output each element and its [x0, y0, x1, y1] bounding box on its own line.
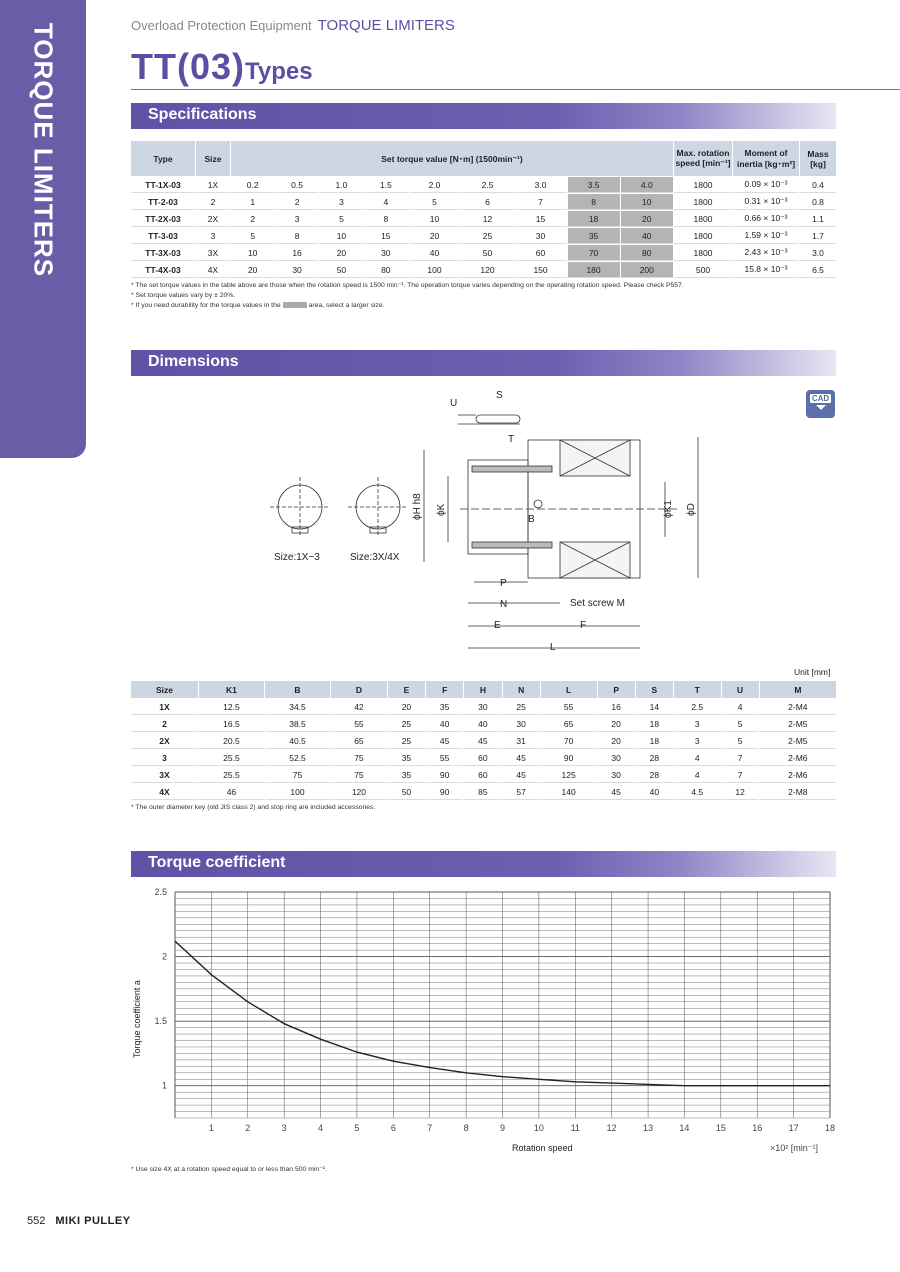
spec-cell-size: 2 — [196, 194, 230, 210]
breadcrumb-category: Overload Protection Equipment — [131, 18, 312, 33]
dim-cell: 2-M8 — [760, 784, 836, 800]
dim-cell: 3X — [131, 767, 198, 783]
spec-cell-torque: 18 — [568, 211, 620, 227]
spec-cell-torque: 1.5 — [364, 177, 407, 193]
spec-cell-size: 3X — [196, 245, 230, 261]
dim-label-phi-k: ϕK — [436, 503, 447, 516]
spec-cell-max-rotation: 1800 — [674, 245, 732, 261]
spec-cell-torque: 20 — [409, 228, 461, 244]
dim-cell: 12.5 — [199, 699, 264, 715]
section-dimensions-label: Dimensions — [148, 353, 239, 370]
spec-row — [131, 262, 836, 278]
dim-cell: 65 — [331, 733, 387, 749]
dim-header: D — [331, 681, 387, 698]
spec-cell-type: TT-2X-03 — [131, 211, 195, 227]
dim-header: H — [464, 681, 501, 698]
dim-header: T — [674, 681, 721, 698]
spec-note-3 — [131, 301, 684, 311]
spec-cell-torque: 0.2 — [231, 177, 274, 193]
x-tick-label: 17 — [788, 1123, 799, 1133]
spec-cell-mass: 3.0 — [800, 245, 836, 261]
dim-row — [131, 767, 836, 783]
x-axis-label: Rotation speed — [512, 1143, 573, 1153]
gray-area-swatch — [283, 302, 307, 308]
spec-cell-torque: 16 — [275, 245, 318, 261]
spec-header-max-rotation: Max. rotation speed [min⁻¹] — [674, 141, 732, 176]
spec-cell-moment: 15.8 × 10⁻³ — [733, 262, 799, 278]
x-tick-label: 12 — [606, 1123, 617, 1133]
dim-cell: 25 — [503, 699, 540, 715]
spec-cell-torque: 80 — [364, 262, 407, 278]
cad-label: CAD — [811, 394, 830, 403]
dim-cell: 75 — [331, 750, 387, 766]
spec-cell-moment: 2.43 × 10⁻³ — [733, 245, 799, 261]
spec-cell-torque: 50 — [320, 262, 363, 278]
spec-row — [131, 211, 836, 227]
dim-cell: 3 — [674, 733, 721, 749]
dim-row — [131, 716, 836, 732]
dim-label-t: T — [508, 434, 515, 445]
y-tick-label: 1.5 — [154, 1016, 167, 1027]
dim-cell: 7 — [722, 767, 759, 783]
dim-header: Size — [131, 681, 198, 698]
spec-cell-torque: 20 — [621, 211, 673, 227]
dim-header: N — [503, 681, 540, 698]
size-label-a: Size:1X~3 — [274, 552, 320, 563]
section-specifications-label: Specifications — [148, 106, 257, 123]
spec-cell-mass: 1.7 — [800, 228, 836, 244]
key-part — [476, 415, 520, 423]
spec-cell-size: 1X — [196, 177, 230, 193]
dim-cell: 4X — [131, 784, 198, 800]
spec-cell-torque: 2 — [275, 194, 318, 210]
dim-cell: 46 — [199, 784, 264, 800]
dim-cell: 2.5 — [674, 699, 721, 715]
dim-cell: 35 — [388, 750, 425, 766]
x-tick-label: 1 — [208, 1123, 214, 1133]
dim-header: M — [760, 681, 836, 698]
spec-cell-max-rotation: 1800 — [674, 194, 732, 210]
dim-cell: 30 — [598, 767, 635, 783]
dim-cell: 90 — [426, 767, 463, 783]
spec-cell-torque: 30 — [275, 262, 318, 278]
spec-cell-torque: 100 — [409, 262, 461, 278]
dim-cell: 30 — [503, 716, 540, 732]
spec-notes — [131, 281, 684, 311]
spec-cell-type: TT-3X-03 — [131, 245, 195, 261]
spec-cell-torque: 0.5 — [275, 177, 318, 193]
dim-cell: 45 — [598, 784, 635, 800]
specifications-table — [130, 140, 837, 279]
dim-cell: 4.5 — [674, 784, 721, 800]
dim-cell: 35 — [426, 699, 463, 715]
x-tick-label: 16 — [752, 1123, 763, 1133]
spec-cell-torque: 180 — [568, 262, 620, 278]
dim-row — [131, 733, 836, 749]
spec-cell-mass: 1.1 — [800, 211, 836, 227]
spec-header-size: Size — [196, 141, 230, 176]
spec-cell-torque: 5 — [320, 211, 363, 227]
page-title-sub: Types — [245, 58, 313, 85]
dim-cell: 30 — [464, 699, 501, 715]
dim-cell: 55 — [331, 716, 387, 732]
spec-cell-max-rotation: 500 — [674, 262, 732, 278]
spec-cell-size: 2X — [196, 211, 230, 227]
dim-cell: 2X — [131, 733, 198, 749]
dim-cell: 60 — [464, 750, 501, 766]
page-title-main: TT(03) — [131, 46, 245, 87]
x-axis-unit: ×10² [min⁻¹] — [770, 1143, 819, 1153]
spec-cell-torque: 120 — [462, 262, 514, 278]
spec-cell-torque: 20 — [320, 245, 363, 261]
spec-cell-type: TT-3-03 — [131, 228, 195, 244]
dim-label-s: S — [496, 390, 503, 401]
spec-cell-max-rotation: 1800 — [674, 211, 732, 227]
dim-cell: 20 — [388, 699, 425, 715]
x-tick-label: 14 — [679, 1123, 690, 1133]
dim-label-phi-k1: ϕK1 — [663, 500, 674, 518]
x-tick-label: 13 — [643, 1123, 654, 1133]
spec-cell-torque: 12 — [462, 211, 514, 227]
dim-cell: 85 — [464, 784, 501, 800]
dim-cell: 75 — [265, 767, 330, 783]
title-rule — [131, 89, 900, 90]
spec-cell-torque: 10 — [621, 194, 673, 210]
dim-label-l: L — [550, 642, 556, 653]
spec-cell-torque: 1 — [231, 194, 274, 210]
dim-cell: 140 — [541, 784, 597, 800]
dim-cell: 50 — [388, 784, 425, 800]
dim-cell: 35 — [388, 767, 425, 783]
dim-cell: 45 — [503, 767, 540, 783]
dim-cell: 2 — [131, 716, 198, 732]
x-tick-label: 9 — [499, 1123, 506, 1133]
dim-header: P — [598, 681, 635, 698]
spec-cell-max-rotation: 1800 — [674, 177, 732, 193]
dim-header: B — [265, 681, 330, 698]
page-number: 552 — [27, 1215, 46, 1227]
spec-cell-torque: 80 — [621, 245, 673, 261]
spec-cell-torque: 4.0 — [621, 177, 673, 193]
spec-header-moment: Moment of inertia [kg･m²] — [733, 141, 799, 176]
spec-cell-mass: 0.8 — [800, 194, 836, 210]
dim-cell: 16.5 — [199, 716, 264, 732]
dim-cell: 2-M6 — [760, 767, 836, 783]
spec-note-2: * Set torque values vary by ± 20%. — [131, 292, 236, 299]
y-tick-label: 2.5 — [154, 887, 167, 897]
dim-cell: 20 — [598, 716, 635, 732]
section-torque-coefficient — [131, 851, 836, 877]
page-title — [131, 46, 313, 88]
spec-cell-torque: 2.5 — [462, 177, 514, 193]
x-tick-label: 3 — [281, 1123, 287, 1133]
spec-cell-torque: 5 — [231, 228, 274, 244]
spec-cell-torque: 25 — [462, 228, 514, 244]
dim-cell: 25 — [388, 733, 425, 749]
dim-cell: 38.5 — [265, 716, 330, 732]
dim-cell: 18 — [636, 716, 673, 732]
dim-cell: 57 — [503, 784, 540, 800]
chart-grid — [175, 892, 830, 1118]
dim-cell: 5 — [722, 716, 759, 732]
dim-row — [131, 750, 836, 766]
spec-cell-mass: 0.4 — [800, 177, 836, 193]
footer — [27, 1215, 131, 1227]
dim-cell: 16 — [598, 699, 635, 715]
dim-label-u: U — [450, 398, 458, 409]
hub — [468, 460, 528, 554]
dim-cell: 55 — [426, 750, 463, 766]
side-tab — [0, 0, 86, 458]
dim-cell: 20.5 — [199, 733, 264, 749]
x-tick-label: 6 — [390, 1123, 396, 1133]
dim-cell: 120 — [331, 784, 387, 800]
spec-cell-torque: 35 — [568, 228, 620, 244]
dim-cell: 65 — [541, 716, 597, 732]
dim-cell: 5 — [722, 733, 759, 749]
dimensions-table — [130, 680, 837, 801]
spec-cell-torque: 8 — [364, 211, 407, 227]
dim-header: F — [426, 681, 463, 698]
dim-cell: 28 — [636, 767, 673, 783]
section-dimensions — [131, 350, 836, 376]
side-tab-label: TORQUE LIMITERS — [28, 22, 59, 278]
dim-cell: 7 — [722, 750, 759, 766]
dim-cell: 2-M5 — [760, 733, 836, 749]
breadcrumb — [131, 17, 455, 34]
spec-cell-torque: 10 — [409, 211, 461, 227]
x-tick-label: 15 — [715, 1123, 726, 1133]
dim-cell: 4 — [722, 699, 759, 715]
dim-label-f: F — [580, 620, 587, 631]
dim-header: E — [388, 681, 425, 698]
dim-cell: 70 — [541, 733, 597, 749]
spec-cell-torque: 4 — [364, 194, 407, 210]
x-tick-label: 4 — [318, 1123, 324, 1133]
dim-cell: 40 — [636, 784, 673, 800]
dim-cell: 20 — [598, 733, 635, 749]
spec-note-3b: area, select a larger size. — [308, 302, 385, 309]
dim-header: U — [722, 681, 759, 698]
dim-cell: 2-M6 — [760, 750, 836, 766]
spec-cell-torque: 60 — [515, 245, 567, 261]
spec-header-mass: Mass [kg] — [800, 141, 836, 176]
cad-download-button[interactable] — [806, 390, 835, 418]
section-torque-coefficient-label: Torque coefficient — [148, 854, 286, 871]
spec-cell-torque: 40 — [409, 245, 461, 261]
dim-cell: 2-M4 — [760, 699, 836, 715]
dimension-drawing — [260, 382, 720, 657]
x-tick-label: 11 — [570, 1123, 580, 1133]
dim-cell: 45 — [426, 733, 463, 749]
spec-row — [131, 228, 836, 244]
dim-cell: 4 — [674, 750, 721, 766]
spec-row — [131, 177, 836, 193]
spec-cell-torque: 3.5 — [568, 177, 620, 193]
spec-cell-torque: 8 — [275, 228, 318, 244]
spec-row — [131, 245, 836, 261]
dim-cell: 45 — [503, 750, 540, 766]
dim-cell: 30 — [598, 750, 635, 766]
dim-cell: 90 — [541, 750, 597, 766]
dim-cell: 125 — [541, 767, 597, 783]
dim-row — [131, 784, 836, 800]
y-axis-label: Torque coefficient a — [132, 980, 142, 1058]
spec-cell-torque: 5 — [409, 194, 461, 210]
dim-cell: 25 — [388, 716, 425, 732]
dim-cell: 3 — [674, 716, 721, 732]
spec-cell-size: 3 — [196, 228, 230, 244]
spec-cell-torque: 3 — [320, 194, 363, 210]
section-specifications — [131, 103, 836, 129]
spec-cell-type: TT-2-03 — [131, 194, 195, 210]
spec-header-set-torque: Set torque value [N･m] (1500min⁻¹) — [231, 141, 673, 176]
spec-cell-moment: 0.09 × 10⁻³ — [733, 177, 799, 193]
download-arrow-icon — [816, 405, 826, 410]
spec-cell-torque: 10 — [231, 245, 274, 261]
dim-cell: 90 — [426, 784, 463, 800]
x-tick-label: 8 — [463, 1123, 469, 1133]
brand-name: MIKI PULLEY — [55, 1215, 131, 1227]
dim-cell: 40 — [426, 716, 463, 732]
dim-header: L — [541, 681, 597, 698]
dim-cell: 52.5 — [265, 750, 330, 766]
torque-coefficient-chart — [110, 880, 850, 1165]
spec-cell-torque: 30 — [515, 228, 567, 244]
spec-cell-torque: 10 — [320, 228, 363, 244]
dim-header: K1 — [199, 681, 264, 698]
x-tick-label: 7 — [427, 1123, 433, 1133]
chart-note: * Use size 4X at a rotation speed equal to or less than 500 min⁻¹. — [131, 1166, 327, 1173]
dim-cell: 25.5 — [199, 767, 264, 783]
set-screw-label: Set screw M — [570, 598, 626, 609]
dim-note: * The outer diameter key (old JIS class 2) and stop ring are included accessories. — [131, 804, 376, 811]
dim-cell: 40.5 — [265, 733, 330, 749]
spec-cell-torque: 15 — [515, 211, 567, 227]
dim-label-e: E — [494, 620, 501, 631]
dim-label-phi-h: ϕH h8 — [412, 493, 423, 520]
spec-cell-torque: 50 — [462, 245, 514, 261]
y-tick-label: 1 — [161, 1080, 167, 1091]
dim-cell: 4 — [674, 767, 721, 783]
dim-header: S — [636, 681, 673, 698]
spec-cell-torque: 3 — [275, 211, 318, 227]
dim-cell: 60 — [464, 767, 501, 783]
spec-cell-moment: 0.66 × 10⁻³ — [733, 211, 799, 227]
spec-header-type: Type — [131, 141, 195, 176]
dim-cell: 18 — [636, 733, 673, 749]
dim-cell: 3 — [131, 750, 198, 766]
dim-label-b: B — [528, 514, 535, 525]
spec-cell-torque: 15 — [364, 228, 407, 244]
spec-cell-torque: 2.0 — [409, 177, 461, 193]
spec-cell-size: 4X — [196, 262, 230, 278]
dim-cell: 31 — [503, 733, 540, 749]
x-tick-label: 2 — [245, 1123, 251, 1133]
unit-label: Unit [mm] — [794, 667, 831, 677]
dim-cell: 45 — [464, 733, 501, 749]
dim-cell: 40 — [464, 716, 501, 732]
x-tick-label: 5 — [354, 1123, 360, 1133]
spec-cell-torque: 70 — [568, 245, 620, 261]
spec-cell-type: TT-4X-03 — [131, 262, 195, 278]
spec-cell-moment: 0.31 × 10⁻³ — [733, 194, 799, 210]
x-tick-label: 18 — [824, 1123, 836, 1133]
spec-cell-max-rotation: 1800 — [674, 228, 732, 244]
spec-cell-torque: 150 — [515, 262, 567, 278]
spec-cell-torque: 7 — [515, 194, 567, 210]
spec-row — [131, 194, 836, 210]
dim-cell: 14 — [636, 699, 673, 715]
x-tick-label: 10 — [533, 1123, 544, 1133]
spec-cell-torque: 2 — [231, 211, 274, 227]
size-label-b: Size:3X/4X — [350, 552, 400, 563]
spec-cell-mass: 6.5 — [800, 262, 836, 278]
y-tick-label: 2 — [161, 951, 167, 962]
spec-cell-torque: 20 — [231, 262, 274, 278]
spec-cell-torque: 1.0 — [320, 177, 363, 193]
spec-cell-torque: 30 — [364, 245, 407, 261]
dim-cell: 2-M5 — [760, 716, 836, 732]
dim-cell: 55 — [541, 699, 597, 715]
spec-note-1: * The set torque values in the table above are those when the rotation speed is 1500 min⁻¹. The operation torque varies depending on the operating rotation speed. Please check P557. — [131, 282, 684, 289]
spec-cell-torque: 8 — [568, 194, 620, 210]
dim-cell: 25.5 — [199, 750, 264, 766]
breadcrumb-product: TORQUE LIMITERS — [317, 17, 455, 34]
dim-cell: 1X — [131, 699, 198, 715]
spec-cell-type: TT-1X-03 — [131, 177, 195, 193]
spec-cell-moment: 1.59 × 10⁻³ — [733, 228, 799, 244]
dim-label-phi-d: ϕD — [686, 503, 697, 516]
dim-cell: 34.5 — [265, 699, 330, 715]
spec-note-3a: * If you need durability for the torque values in the — [131, 302, 281, 309]
dim-cell: 75 — [331, 767, 387, 783]
dim-cell: 28 — [636, 750, 673, 766]
spec-cell-torque: 40 — [621, 228, 673, 244]
dim-cell: 100 — [265, 784, 330, 800]
dim-label-n: N — [500, 599, 508, 610]
dim-cell: 42 — [331, 699, 387, 715]
spec-cell-torque: 200 — [621, 262, 673, 278]
dim-label-p: P — [500, 578, 507, 589]
spec-cell-torque: 3.0 — [515, 177, 567, 193]
dim-cell: 12 — [722, 784, 759, 800]
spec-cell-torque: 6 — [462, 194, 514, 210]
dim-row — [131, 699, 836, 715]
